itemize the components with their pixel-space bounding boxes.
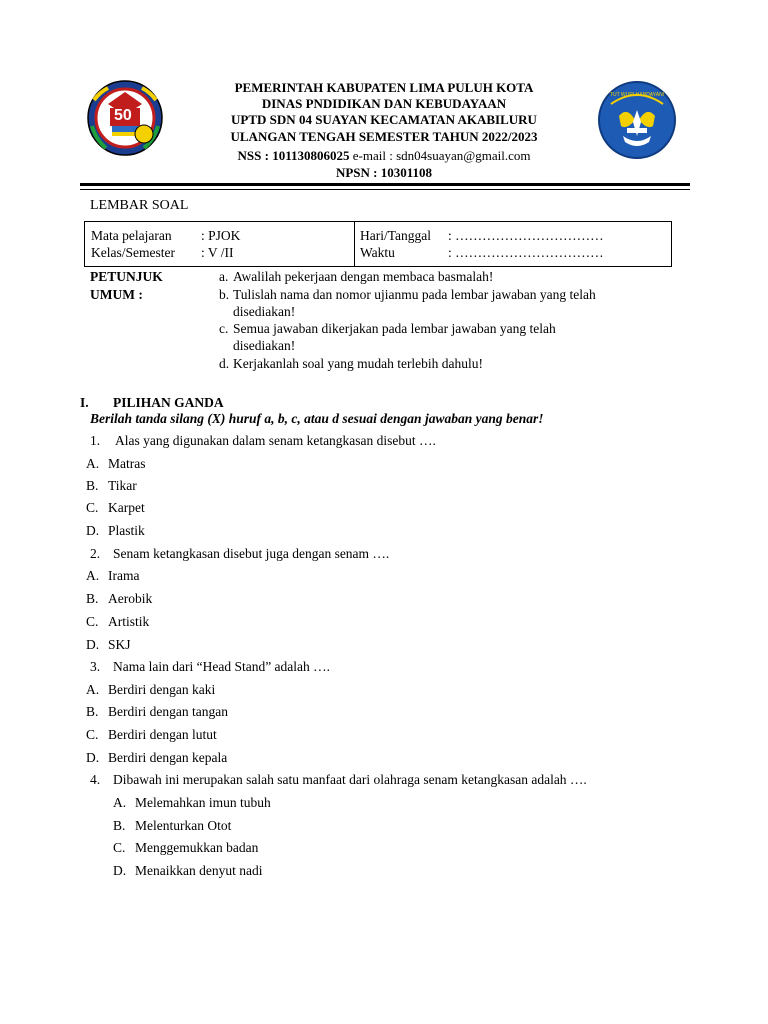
instruction-item-cont: disediakan! (233, 304, 296, 319)
question-1: 1. Alas yang digunakan dalam senam ketangkasan disebut …. (90, 433, 436, 448)
option-c[interactable]: C. Artistik (86, 614, 150, 629)
subject-value: : PJOK (201, 228, 241, 243)
date-label: Hari/Tanggal (360, 228, 432, 243)
option-b[interactable]: B. Berdiri dengan tangan (86, 704, 228, 719)
instructions-label-2: UMUM : (90, 287, 143, 302)
instructions-label-1: PETUNJUK (90, 269, 163, 284)
option-a[interactable]: A. Matras (86, 456, 146, 471)
page-title: LEMBAR SOAL (90, 198, 189, 213)
exam-info-box (84, 221, 672, 267)
option-b[interactable]: B. Aerobik (86, 591, 153, 606)
question-4: 4. Dibawah ini merupakan salah satu manfaat dari olahraga senam ketangkasan adalah …. (90, 772, 587, 787)
option-d[interactable]: D. Plastik (86, 523, 145, 538)
instruction-item: d. Kerjakanlah soal yang mudah terlebih dahulu! (219, 356, 484, 371)
option-d[interactable]: D. SKJ (86, 637, 131, 652)
instruction-item: c. Semua jawaban dikerjakan pada lembar jawaban yang telah (219, 321, 556, 336)
header-line-2: DINAS PNDIDIKAN DAN KEBUDAYAAN (261, 96, 507, 111)
date-value: : …………………………… (448, 228, 604, 243)
option-a[interactable]: A. Irama (86, 568, 140, 583)
header-line-3: UPTD SDN 04 SUAYAN KECAMATAN AKABILURU (231, 112, 537, 127)
option-b[interactable]: B. Tikar (86, 478, 137, 493)
option-c[interactable]: C. Karpet (86, 500, 145, 515)
section-title: PILIHAN GANDA (113, 395, 224, 410)
option-d[interactable]: D. Menaikkan denyut nadi (113, 863, 263, 878)
logo-motto: TUT WURI HANDAYANI (609, 92, 665, 98)
npsn-number: NPSN : 10301108 (335, 165, 433, 180)
section-number: I. (80, 395, 89, 410)
instruction-item: a. Awalilah pekerjaan dengan membaca basmalah! (219, 269, 494, 284)
time-label: Waktu (360, 245, 395, 260)
school-email: e-mail : sdn04suayan@gmail.com (352, 148, 531, 163)
question-2: 2. Senam ketangkasan disebut juga dengan senam …. (90, 546, 390, 561)
class-label: Kelas/Semester (91, 245, 175, 260)
class-value: : V /II (201, 245, 234, 260)
instruction-item-cont: disediakan! (233, 338, 296, 353)
option-a[interactable]: A. Melemahkan imun tubuh (113, 795, 271, 810)
nss-number: NSS : 101130806025 (237, 148, 350, 163)
option-d[interactable]: D. Berdiri dengan kepala (86, 750, 228, 765)
option-c[interactable]: C. Berdiri dengan lutut (86, 727, 217, 742)
time-value: : …………………………… (448, 245, 604, 260)
header-rule-thick (80, 183, 690, 186)
info-divider (354, 222, 355, 266)
option-c[interactable]: C. Menggemukkan badan (113, 840, 259, 855)
subject-label: Mata pelajaran (91, 228, 172, 243)
header-contact (0, 148, 768, 164)
question-3: 3. Nama lain dari “Head Stand” adalah …. (90, 659, 331, 674)
instruction-item: b. Tulislah nama dan nomor ujianmu pada lembar jawaban yang telah (219, 287, 596, 302)
header-rule-thin (80, 189, 690, 190)
section-instruction: Berilah tanda silang (X) huruf a, b, c, atau d sesuai dengan jawaban yang benar! (90, 411, 544, 426)
header-line-1: PEMERINTAH KABUPATEN LIMA PULUH KOTA (234, 80, 534, 95)
logo-number: 50 (114, 107, 132, 124)
option-a[interactable]: A. Berdiri dengan kaki (86, 682, 216, 697)
header-line-4: ULANGAN TENGAH SEMESTER TAHUN 2022/2023 (230, 129, 538, 144)
option-b[interactable]: B. Melenturkan Otot (113, 818, 232, 833)
